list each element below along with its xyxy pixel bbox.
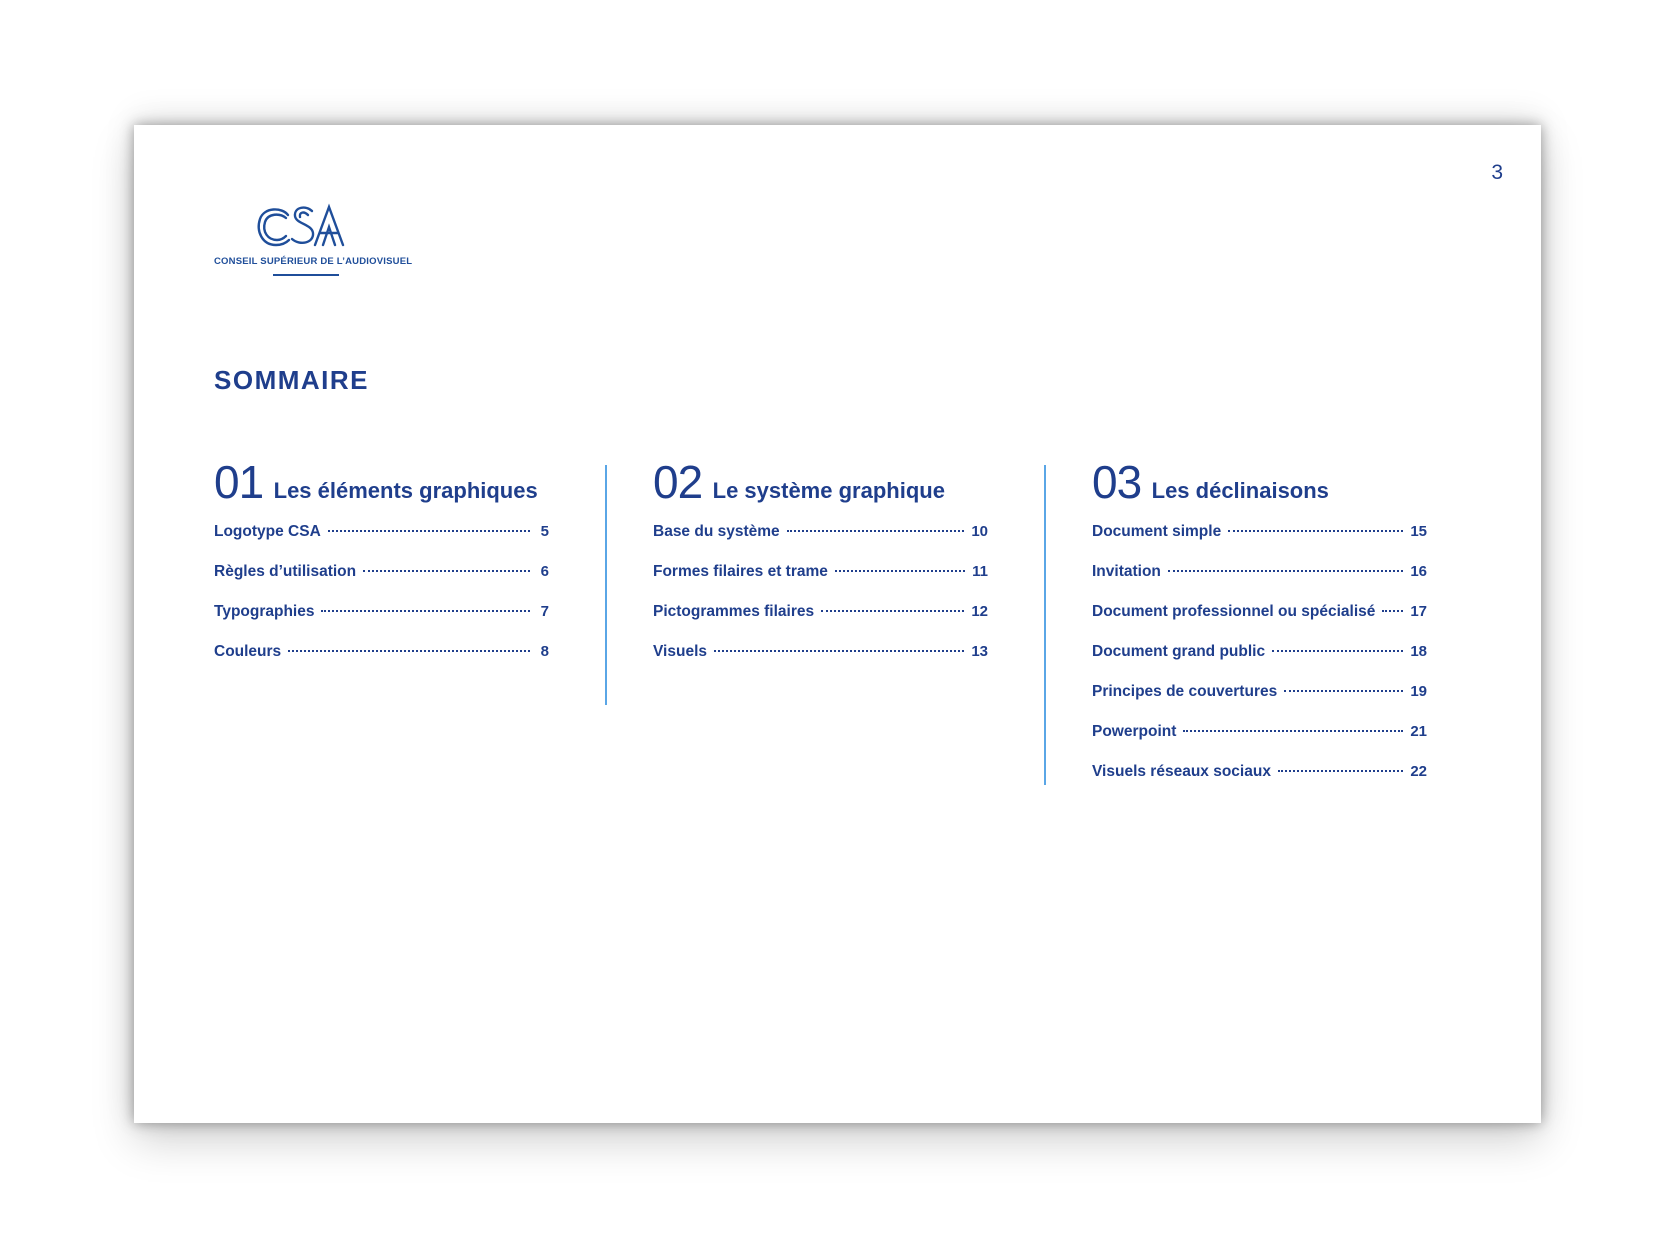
section-number: 02 xyxy=(653,456,703,508)
toc-list xyxy=(653,523,988,683)
document-page xyxy=(134,125,1541,1123)
toc-item[interactable] xyxy=(1092,683,1427,723)
toc-leader xyxy=(821,610,964,612)
toc-item-page: 13 xyxy=(971,643,988,660)
toc-item-label: Typographies xyxy=(214,603,315,620)
toc-leader xyxy=(288,650,530,652)
toc-item[interactable] xyxy=(653,643,988,683)
toc-item-page: 12 xyxy=(971,603,988,620)
section-title: Le système graphique xyxy=(712,478,945,503)
toc-item-label: Visuels xyxy=(653,643,708,660)
toc-leader xyxy=(1183,730,1403,732)
section-declinaisons xyxy=(1092,455,1427,803)
section-heading xyxy=(1092,455,1427,508)
toc-item-page: 15 xyxy=(1410,523,1427,540)
toc-item-label: Visuels réseaux sociaux xyxy=(1092,763,1271,780)
toc-leader xyxy=(1382,610,1403,612)
toc-item-page: 17 xyxy=(1410,603,1427,620)
toc-item-label: Couleurs xyxy=(214,643,282,660)
toc-item[interactable] xyxy=(653,603,988,643)
toc-leader xyxy=(1278,770,1403,772)
toc-item-label: Document grand public xyxy=(1092,643,1266,660)
toc-item[interactable] xyxy=(214,603,549,643)
toc-leader xyxy=(1272,650,1403,652)
toc-item-page: 5 xyxy=(540,523,549,540)
toc-item[interactable] xyxy=(1092,523,1427,563)
section-number: 01 xyxy=(214,456,264,508)
toc-item-label: Document professionnel ou spécialisé xyxy=(1092,603,1376,620)
toc-item[interactable] xyxy=(214,563,549,603)
toc-list xyxy=(1092,523,1427,803)
toc-leader xyxy=(328,530,530,532)
toc-item[interactable] xyxy=(1092,643,1427,683)
page-number: 3 xyxy=(1491,161,1503,184)
csa-logo xyxy=(214,201,413,287)
section-title: Les éléments graphiques xyxy=(273,478,538,503)
toc-item-label: Document simple xyxy=(1092,523,1222,540)
toc-item[interactable] xyxy=(214,523,549,563)
toc-item[interactable] xyxy=(214,643,549,683)
section-elements-graphiques xyxy=(214,455,549,683)
toc-item-page: 18 xyxy=(1410,643,1427,660)
logo-underline xyxy=(273,274,339,276)
toc-item-page: 10 xyxy=(971,523,988,540)
toc-item-label: Logotype CSA xyxy=(214,523,321,540)
toc-item-page: 8 xyxy=(540,643,549,660)
section-systeme-graphique xyxy=(653,455,988,683)
toc-item-label: Invitation xyxy=(1092,563,1161,580)
section-heading xyxy=(653,455,988,508)
toc-item-page: 16 xyxy=(1410,563,1427,580)
section-heading xyxy=(214,455,549,508)
toc-item-page: 7 xyxy=(540,603,549,620)
toc-item[interactable] xyxy=(653,563,988,603)
section-number: 03 xyxy=(1092,456,1142,508)
toc-leader xyxy=(1168,570,1403,572)
toc-item-page: 21 xyxy=(1410,723,1427,740)
column-divider xyxy=(1044,465,1046,785)
toc-leader xyxy=(321,610,530,612)
toc-item[interactable] xyxy=(653,523,988,563)
toc-list xyxy=(214,523,549,683)
toc-leader xyxy=(363,570,530,572)
logo-caption: CONSEIL SUPÉRIEUR DE L’AUDIOVISUEL xyxy=(214,256,413,267)
toc-leader xyxy=(835,570,965,572)
toc-leader xyxy=(1284,690,1403,692)
toc-leader xyxy=(714,650,964,652)
toc-item-page: 19 xyxy=(1410,683,1427,700)
toc-item[interactable] xyxy=(1092,563,1427,603)
toc-item-page: 6 xyxy=(540,563,549,580)
toc-leader xyxy=(1228,530,1403,532)
toc-leader xyxy=(787,530,965,532)
toc-item-page: 11 xyxy=(972,563,988,580)
column-divider xyxy=(605,465,607,705)
toc-item-label: Pictogrammes filaires xyxy=(653,603,815,620)
toc-item-label: Règles d’utilisation xyxy=(214,563,357,580)
toc-item[interactable] xyxy=(1092,603,1427,643)
toc-item[interactable] xyxy=(1092,723,1427,763)
summary-title: SOMMAIRE xyxy=(214,365,369,395)
csa-logo-mark xyxy=(214,201,404,255)
toc-item-label: Powerpoint xyxy=(1092,723,1177,740)
toc-item-label: Principes de couvertures xyxy=(1092,683,1278,700)
section-title: Les déclinaisons xyxy=(1151,478,1329,503)
toc-item-label: Formes filaires et trame xyxy=(653,563,828,580)
toc-item-page: 22 xyxy=(1410,763,1427,780)
toc-item[interactable] xyxy=(1092,763,1427,803)
toc-item-label: Base du système xyxy=(653,523,780,540)
